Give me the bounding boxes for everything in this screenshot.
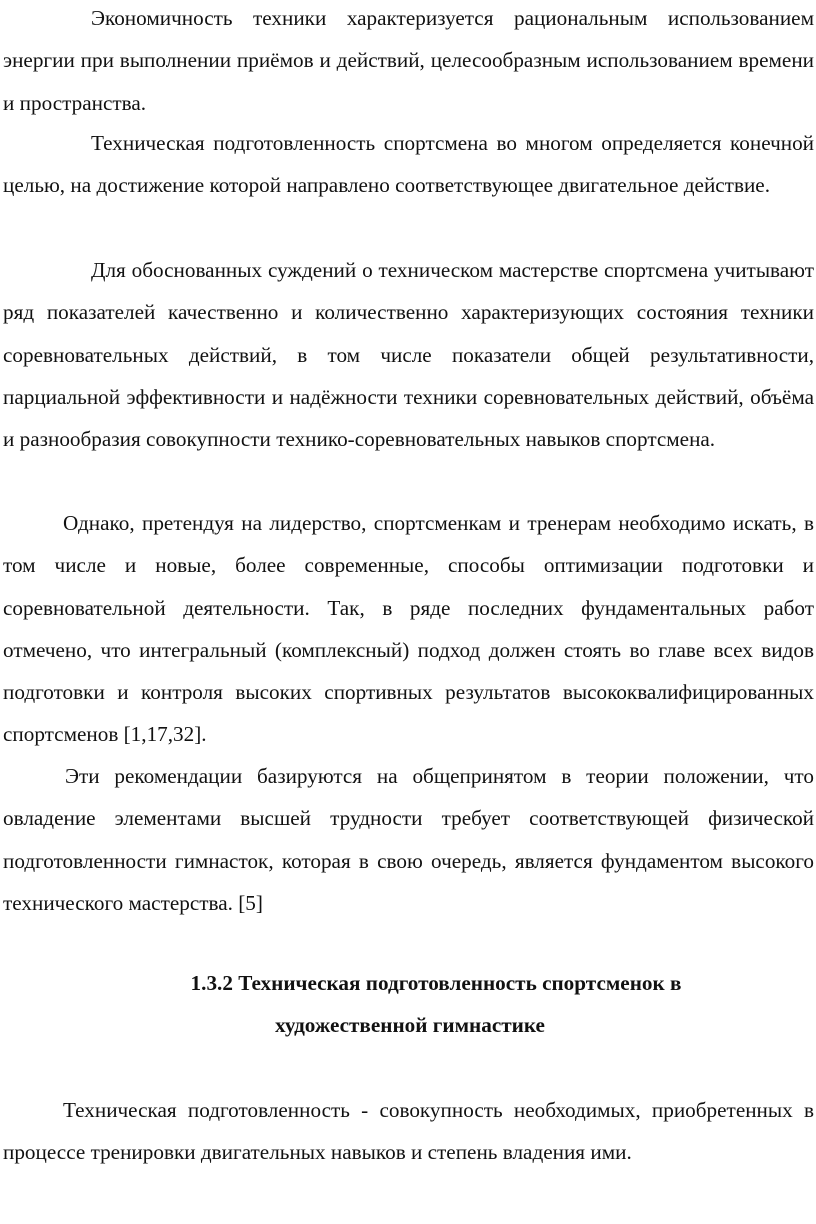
paragraph-technical-preparedness: Техническая подготовленность спортсмена во многом определяется конечной целью, на достижение которой направлено соответствующее двигательное действие. [3, 131, 814, 198]
paragraph-economy: Экономичность техники характеризуется рациональным использованием энергии при выполнении приёмов и действий, целесообразным использованием времени и пространства. [3, 6, 814, 115]
paragraph-recommendations: Эти рекомендации базируются на общепринятом в теории положении, что овладение элементами высшей трудности требует соответствующей физической подготовленности гимнасток, которая в свою очередь, является фундаментом высокого технического мастерства. [5] [3, 764, 814, 915]
section-heading-line-1: 1.3.2 Техническая подготовленность спортсменок в [190, 971, 682, 995]
paragraph-leadership: Однако, претендуя на лидерство, спортсменкам и тренерам необходимо искать, в том числе и новые, более современные, способы оптимизации подготовки и соревновательной деятельности. Так, в ряде последних фундаментальных работ отмечено, что интегральный (комплексный) подход должен стоять во главе всех видов подготовки и контроля высоких спортивных результатов высококвалифицированных спортсменов [1,17,32]. [3, 511, 814, 747]
paragraph-indicators: Для обоснованных суждений о техническом мастерстве спортсмена учитывают ряд показателей качественно и количественно характеризующих состояния техники соревновательных действий, в том числе показатели общей результативности, парциальной эффективности и надёжности техники соревновательных действий, объёма и разнообразия совокупности технико-соревновательных навыков спортсмена. [3, 258, 814, 452]
section-heading [0, 962, 816, 1047]
section-heading-line-2: художественной гимнастике [275, 1013, 545, 1038]
paragraph-definition: Техническая подготовленность - совокупность необходимых, приобретенных в процессе тренировки двигательных навыков и степень владения ими. [3, 1098, 814, 1165]
